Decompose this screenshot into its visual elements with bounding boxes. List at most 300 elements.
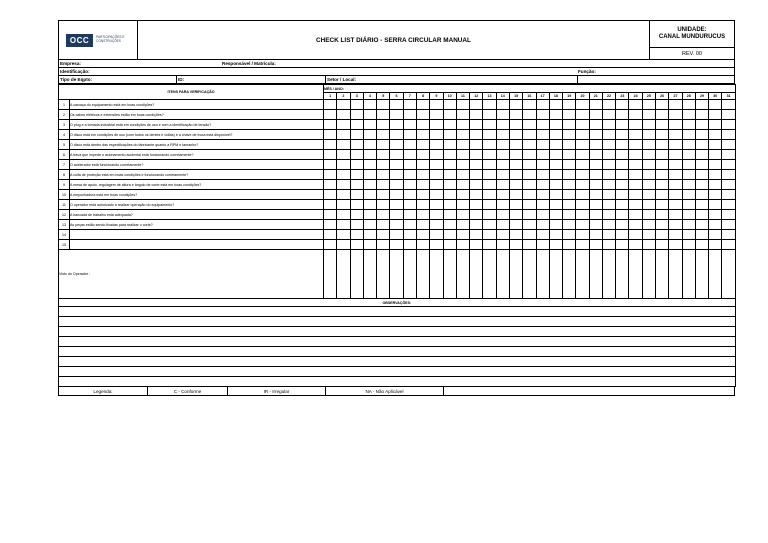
- check-cell[interactable]: [656, 130, 669, 140]
- check-cell[interactable]: [496, 140, 509, 150]
- check-cell[interactable]: [324, 160, 337, 170]
- signature-cell[interactable]: [470, 250, 483, 299]
- check-cell[interactable]: [709, 110, 722, 120]
- check-cell[interactable]: [456, 210, 469, 220]
- check-cell[interactable]: [669, 180, 682, 190]
- check-cell[interactable]: [629, 150, 642, 160]
- check-cell[interactable]: [576, 160, 589, 170]
- check-cell[interactable]: [576, 110, 589, 120]
- check-cell[interactable]: [602, 210, 615, 220]
- check-cell[interactable]: [443, 220, 456, 230]
- signature-cell[interactable]: [337, 250, 350, 299]
- check-cell[interactable]: [350, 220, 363, 230]
- check-cell[interactable]: [695, 180, 708, 190]
- check-cell[interactable]: [509, 240, 522, 250]
- check-cell[interactable]: [350, 140, 363, 150]
- check-cell[interactable]: [616, 200, 629, 210]
- check-cell[interactable]: [695, 240, 708, 250]
- check-cell[interactable]: [443, 120, 456, 130]
- check-cell[interactable]: [536, 100, 549, 110]
- check-cell[interactable]: [669, 200, 682, 210]
- check-cell[interactable]: [496, 160, 509, 170]
- check-cell[interactable]: [430, 170, 443, 180]
- check-cell[interactable]: [642, 170, 655, 180]
- check-cell[interactable]: [470, 220, 483, 230]
- check-cell[interactable]: [363, 180, 376, 190]
- check-cell[interactable]: [337, 120, 350, 130]
- check-cell[interactable]: [430, 190, 443, 200]
- check-cell[interactable]: [443, 130, 456, 140]
- check-cell[interactable]: [549, 210, 562, 220]
- check-cell[interactable]: [695, 230, 708, 240]
- check-cell[interactable]: [709, 220, 722, 230]
- check-cell[interactable]: [390, 210, 403, 220]
- check-cell[interactable]: [709, 120, 722, 130]
- check-cell[interactable]: [470, 240, 483, 250]
- check-cell[interactable]: [470, 100, 483, 110]
- check-cell[interactable]: [563, 100, 576, 110]
- check-cell[interactable]: [682, 190, 695, 200]
- check-cell[interactable]: [576, 100, 589, 110]
- check-cell[interactable]: [695, 160, 708, 170]
- check-cell[interactable]: [456, 100, 469, 110]
- check-cell[interactable]: [642, 150, 655, 160]
- check-cell[interactable]: [549, 150, 562, 160]
- check-cell[interactable]: [709, 210, 722, 220]
- check-cell[interactable]: [549, 180, 562, 190]
- signature-cell[interactable]: [390, 250, 403, 299]
- check-cell[interactable]: [363, 140, 376, 150]
- check-cell[interactable]: [523, 180, 536, 190]
- signature-cell[interactable]: [324, 250, 337, 299]
- field-blank[interactable]: [577, 76, 734, 83]
- check-cell[interactable]: [377, 220, 390, 230]
- check-cell[interactable]: [390, 200, 403, 210]
- check-cell[interactable]: [709, 150, 722, 160]
- check-cell[interactable]: [536, 120, 549, 130]
- check-cell[interactable]: [669, 150, 682, 160]
- check-cell[interactable]: [324, 230, 337, 240]
- check-cell[interactable]: [656, 110, 669, 120]
- signature-cell[interactable]: [483, 250, 496, 299]
- check-cell[interactable]: [602, 180, 615, 190]
- check-cell[interactable]: [695, 140, 708, 150]
- check-cell[interactable]: [350, 240, 363, 250]
- check-cell[interactable]: [377, 170, 390, 180]
- check-cell[interactable]: [656, 170, 669, 180]
- field-id[interactable]: ID:: [176, 76, 325, 83]
- check-cell[interactable]: [589, 140, 602, 150]
- check-cell[interactable]: [496, 100, 509, 110]
- check-cell[interactable]: [695, 170, 708, 180]
- check-cell[interactable]: [324, 190, 337, 200]
- check-cell[interactable]: [589, 100, 602, 110]
- check-cell[interactable]: [616, 240, 629, 250]
- check-cell[interactable]: [377, 160, 390, 170]
- check-cell[interactable]: [695, 120, 708, 130]
- check-cell[interactable]: [363, 100, 376, 110]
- check-cell[interactable]: [496, 220, 509, 230]
- check-cell[interactable]: [682, 100, 695, 110]
- check-cell[interactable]: [656, 100, 669, 110]
- check-cell[interactable]: [669, 130, 682, 140]
- check-cell[interactable]: [549, 190, 562, 200]
- check-cell[interactable]: [695, 190, 708, 200]
- check-cell[interactable]: [722, 240, 735, 250]
- check-cell[interactable]: [403, 220, 416, 230]
- check-cell[interactable]: [709, 140, 722, 150]
- check-cell[interactable]: [669, 170, 682, 180]
- check-cell[interactable]: [390, 220, 403, 230]
- check-cell[interactable]: [456, 180, 469, 190]
- check-cell[interactable]: [509, 190, 522, 200]
- check-cell[interactable]: [576, 140, 589, 150]
- check-cell[interactable]: [656, 160, 669, 170]
- check-cell[interactable]: [602, 240, 615, 250]
- check-cell[interactable]: [430, 200, 443, 210]
- check-cell[interactable]: [403, 190, 416, 200]
- signature-cell[interactable]: [642, 250, 655, 299]
- check-cell[interactable]: [337, 180, 350, 190]
- signature-cell[interactable]: [602, 250, 615, 299]
- check-cell[interactable]: [589, 150, 602, 160]
- check-cell[interactable]: [656, 200, 669, 210]
- check-cell[interactable]: [589, 240, 602, 250]
- check-cell[interactable]: [669, 240, 682, 250]
- check-cell[interactable]: [563, 120, 576, 130]
- check-cell[interactable]: [416, 120, 429, 130]
- check-cell[interactable]: [669, 210, 682, 220]
- check-cell[interactable]: [616, 110, 629, 120]
- check-cell[interactable]: [403, 110, 416, 120]
- check-cell[interactable]: [324, 220, 337, 230]
- check-cell[interactable]: [509, 150, 522, 160]
- check-cell[interactable]: [642, 180, 655, 190]
- check-cell[interactable]: [430, 220, 443, 230]
- check-cell[interactable]: [416, 170, 429, 180]
- check-cell[interactable]: [443, 160, 456, 170]
- check-cell[interactable]: [629, 140, 642, 150]
- check-cell[interactable]: [616, 130, 629, 140]
- signature-cell[interactable]: [589, 250, 602, 299]
- check-cell[interactable]: [470, 130, 483, 140]
- check-cell[interactable]: [549, 160, 562, 170]
- check-cell[interactable]: [616, 140, 629, 150]
- check-cell[interactable]: [602, 100, 615, 110]
- signature-cell[interactable]: [695, 250, 708, 299]
- signature-cell[interactable]: [722, 250, 735, 299]
- check-cell[interactable]: [403, 150, 416, 160]
- check-cell[interactable]: [403, 130, 416, 140]
- signature-cell[interactable]: [549, 250, 562, 299]
- check-cell[interactable]: [629, 120, 642, 130]
- check-cell[interactable]: [682, 240, 695, 250]
- field-setor-local[interactable]: Setor / Local:: [325, 76, 577, 83]
- check-cell[interactable]: [416, 110, 429, 120]
- check-cell[interactable]: [629, 100, 642, 110]
- check-cell[interactable]: [695, 110, 708, 120]
- check-cell[interactable]: [602, 220, 615, 230]
- check-cell[interactable]: [536, 180, 549, 190]
- check-cell[interactable]: [576, 220, 589, 230]
- check-cell[interactable]: [563, 170, 576, 180]
- check-cell[interactable]: [483, 230, 496, 240]
- check-cell[interactable]: [470, 180, 483, 190]
- check-cell[interactable]: [549, 110, 562, 120]
- check-cell[interactable]: [536, 230, 549, 240]
- check-cell[interactable]: [390, 190, 403, 200]
- check-cell[interactable]: [669, 140, 682, 150]
- check-cell[interactable]: [722, 110, 735, 120]
- check-cell[interactable]: [523, 190, 536, 200]
- check-cell[interactable]: [377, 190, 390, 200]
- check-cell[interactable]: [416, 190, 429, 200]
- check-cell[interactable]: [549, 230, 562, 240]
- check-cell[interactable]: [324, 180, 337, 190]
- check-cell[interactable]: [629, 200, 642, 210]
- check-cell[interactable]: [430, 230, 443, 240]
- check-cell[interactable]: [324, 200, 337, 210]
- check-cell[interactable]: [682, 230, 695, 240]
- check-cell[interactable]: [430, 120, 443, 130]
- check-cell[interactable]: [324, 210, 337, 220]
- check-cell[interactable]: [509, 230, 522, 240]
- check-cell[interactable]: [642, 160, 655, 170]
- check-cell[interactable]: [456, 150, 469, 160]
- check-cell[interactable]: [695, 150, 708, 160]
- check-cell[interactable]: [629, 180, 642, 190]
- check-cell[interactable]: [483, 150, 496, 160]
- check-cell[interactable]: [337, 210, 350, 220]
- check-cell[interactable]: [456, 110, 469, 120]
- check-cell[interactable]: [602, 150, 615, 160]
- check-cell[interactable]: [470, 190, 483, 200]
- check-cell[interactable]: [563, 230, 576, 240]
- check-cell[interactable]: [430, 110, 443, 120]
- check-cell[interactable]: [350, 150, 363, 160]
- check-cell[interactable]: [324, 110, 337, 120]
- check-cell[interactable]: [363, 130, 376, 140]
- check-cell[interactable]: [483, 100, 496, 110]
- check-cell[interactable]: [642, 200, 655, 210]
- check-cell[interactable]: [324, 100, 337, 110]
- check-cell[interactable]: [722, 200, 735, 210]
- check-cell[interactable]: [377, 120, 390, 130]
- check-cell[interactable]: [377, 200, 390, 210]
- check-cell[interactable]: [443, 200, 456, 210]
- check-cell[interactable]: [589, 170, 602, 180]
- check-cell[interactable]: [363, 240, 376, 250]
- check-cell[interactable]: [616, 180, 629, 190]
- check-cell[interactable]: [496, 190, 509, 200]
- check-cell[interactable]: [456, 230, 469, 240]
- check-cell[interactable]: [682, 110, 695, 120]
- check-cell[interactable]: [576, 130, 589, 140]
- observation-field[interactable]: [59, 307, 736, 317]
- check-cell[interactable]: [363, 190, 376, 200]
- signature-cell[interactable]: [509, 250, 522, 299]
- check-cell[interactable]: [377, 140, 390, 150]
- check-cell[interactable]: [390, 160, 403, 170]
- check-cell[interactable]: [549, 140, 562, 150]
- check-cell[interactable]: [416, 180, 429, 190]
- check-cell[interactable]: [416, 200, 429, 210]
- check-cell[interactable]: [523, 210, 536, 220]
- check-cell[interactable]: [470, 160, 483, 170]
- check-cell[interactable]: [390, 100, 403, 110]
- check-cell[interactable]: [377, 210, 390, 220]
- check-cell[interactable]: [416, 210, 429, 220]
- check-cell[interactable]: [350, 110, 363, 120]
- field-empresa[interactable]: Empresa:: [60, 61, 81, 66]
- check-cell[interactable]: [589, 160, 602, 170]
- check-cell[interactable]: [496, 130, 509, 140]
- field-tipo-eqpto[interactable]: Tipo de Eqpto:: [60, 77, 93, 82]
- check-cell[interactable]: [443, 190, 456, 200]
- check-cell[interactable]: [390, 230, 403, 240]
- check-cell[interactable]: [456, 130, 469, 140]
- check-cell[interactable]: [722, 140, 735, 150]
- check-cell[interactable]: [456, 120, 469, 130]
- check-cell[interactable]: [576, 190, 589, 200]
- check-cell[interactable]: [549, 240, 562, 250]
- check-cell[interactable]: [669, 190, 682, 200]
- check-cell[interactable]: [363, 210, 376, 220]
- check-cell[interactable]: [722, 180, 735, 190]
- check-cell[interactable]: [536, 110, 549, 120]
- check-cell[interactable]: [709, 130, 722, 140]
- check-cell[interactable]: [483, 190, 496, 200]
- check-cell[interactable]: [642, 220, 655, 230]
- check-cell[interactable]: [416, 140, 429, 150]
- observation-field[interactable]: [59, 327, 736, 337]
- check-cell[interactable]: [430, 150, 443, 160]
- check-cell[interactable]: [563, 200, 576, 210]
- check-cell[interactable]: [523, 130, 536, 140]
- check-cell[interactable]: [470, 170, 483, 180]
- check-cell[interactable]: [523, 110, 536, 120]
- check-cell[interactable]: [443, 100, 456, 110]
- check-cell[interactable]: [430, 140, 443, 150]
- check-cell[interactable]: [669, 220, 682, 230]
- check-cell[interactable]: [483, 170, 496, 180]
- check-cell[interactable]: [483, 160, 496, 170]
- check-cell[interactable]: [443, 210, 456, 220]
- observation-field[interactable]: [59, 317, 736, 327]
- check-cell[interactable]: [509, 120, 522, 130]
- check-cell[interactable]: [443, 240, 456, 250]
- check-cell[interactable]: [350, 170, 363, 180]
- check-cell[interactable]: [483, 110, 496, 120]
- check-cell[interactable]: [576, 170, 589, 180]
- check-cell[interactable]: [642, 140, 655, 150]
- check-cell[interactable]: [536, 220, 549, 230]
- check-cell[interactable]: [416, 230, 429, 240]
- check-cell[interactable]: [350, 230, 363, 240]
- check-cell[interactable]: [602, 170, 615, 180]
- check-cell[interactable]: [390, 180, 403, 190]
- check-cell[interactable]: [669, 160, 682, 170]
- check-cell[interactable]: [669, 100, 682, 110]
- check-cell[interactable]: [337, 110, 350, 120]
- check-cell[interactable]: [350, 210, 363, 220]
- check-cell[interactable]: [496, 150, 509, 160]
- check-cell[interactable]: [363, 170, 376, 180]
- check-cell[interactable]: [576, 210, 589, 220]
- signature-cell[interactable]: [616, 250, 629, 299]
- check-cell[interactable]: [430, 210, 443, 220]
- check-cell[interactable]: [324, 130, 337, 140]
- check-cell[interactable]: [656, 120, 669, 130]
- signature-cell[interactable]: [430, 250, 443, 299]
- check-cell[interactable]: [656, 230, 669, 240]
- check-cell[interactable]: [722, 100, 735, 110]
- field-identificacao[interactable]: Identificação:: [60, 69, 90, 74]
- check-cell[interactable]: [496, 120, 509, 130]
- check-cell[interactable]: [470, 230, 483, 240]
- check-cell[interactable]: [496, 240, 509, 250]
- check-cell[interactable]: [656, 150, 669, 160]
- check-cell[interactable]: [682, 120, 695, 130]
- check-cell[interactable]: [403, 180, 416, 190]
- check-cell[interactable]: [682, 170, 695, 180]
- check-cell[interactable]: [563, 130, 576, 140]
- check-cell[interactable]: [390, 130, 403, 140]
- check-cell[interactable]: [416, 100, 429, 110]
- signature-cell[interactable]: [563, 250, 576, 299]
- signature-cell[interactable]: [363, 250, 376, 299]
- check-cell[interactable]: [602, 120, 615, 130]
- check-cell[interactable]: [509, 220, 522, 230]
- check-cell[interactable]: [602, 140, 615, 150]
- check-cell[interactable]: [443, 180, 456, 190]
- check-cell[interactable]: [350, 190, 363, 200]
- check-cell[interactable]: [337, 170, 350, 180]
- check-cell[interactable]: [682, 140, 695, 150]
- check-cell[interactable]: [576, 180, 589, 190]
- check-cell[interactable]: [363, 200, 376, 210]
- check-cell[interactable]: [656, 190, 669, 200]
- check-cell[interactable]: [363, 120, 376, 130]
- check-cell[interactable]: [470, 120, 483, 130]
- check-cell[interactable]: [642, 210, 655, 220]
- check-cell[interactable]: [589, 120, 602, 130]
- check-cell[interactable]: [377, 130, 390, 140]
- check-cell[interactable]: [456, 240, 469, 250]
- check-cell[interactable]: [483, 120, 496, 130]
- check-cell[interactable]: [602, 190, 615, 200]
- check-cell[interactable]: [642, 110, 655, 120]
- check-cell[interactable]: [669, 230, 682, 240]
- check-cell[interactable]: [470, 110, 483, 120]
- check-cell[interactable]: [350, 180, 363, 190]
- check-cell[interactable]: [416, 130, 429, 140]
- check-cell[interactable]: [549, 130, 562, 140]
- check-cell[interactable]: [602, 130, 615, 140]
- check-cell[interactable]: [656, 240, 669, 250]
- check-cell[interactable]: [403, 100, 416, 110]
- check-cell[interactable]: [416, 240, 429, 250]
- check-cell[interactable]: [390, 120, 403, 130]
- check-cell[interactable]: [324, 150, 337, 160]
- check-cell[interactable]: [722, 120, 735, 130]
- check-cell[interactable]: [589, 180, 602, 190]
- check-cell[interactable]: [377, 240, 390, 250]
- check-cell[interactable]: [456, 170, 469, 180]
- check-cell[interactable]: [496, 200, 509, 210]
- check-cell[interactable]: [470, 210, 483, 220]
- check-cell[interactable]: [549, 200, 562, 210]
